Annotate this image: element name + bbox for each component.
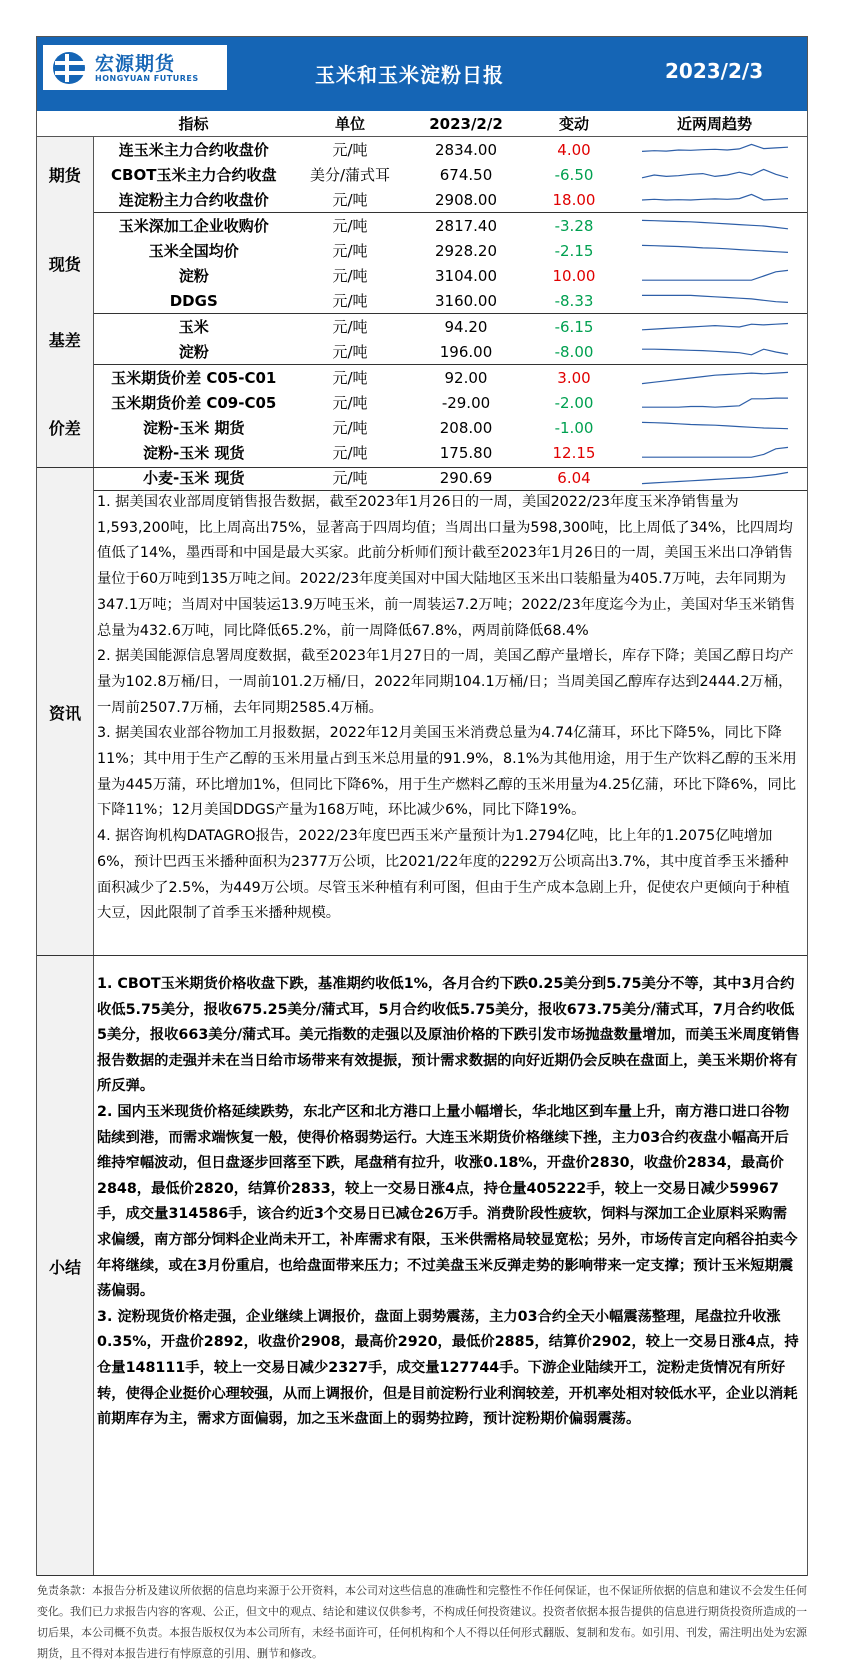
indicator-table (37, 111, 807, 491)
group-label: 价差 (37, 365, 93, 491)
indicator-cell: 玉米期货价差 C05-C01 (111, 369, 277, 387)
sparkline-chart (640, 369, 790, 387)
news-body (97, 490, 801, 927)
disclaimer-text: 免责条款：本报告分析及建议所依据的信息均来源于公开资料，本公司对这些信息的准确性和完整性不作任何保证，也不保证所依据的信息和建议不会发生任何变化。我们已力求报告内容的客观、公正，但文中的观点、结论和建议仅供参考，不构成任何投资建议。投资者依据本报告提供的信息进行期货投资所造成的一切后果，本公司概不负责。本报告版权仅为本公司所有，未经书面许可，任何机构和个人不得以任何形式翻版、复制和发布。如引用、刊发，需注明出处为宏源期货，且不得对本报告进行有悖原意的引用、删节和修改。 (37, 1575, 807, 1664)
trend-sparkline (622, 213, 807, 239)
change-cell: 3.00 (557, 368, 591, 387)
table-row (37, 415, 807, 440)
change-cell: -8.00 (526, 339, 622, 365)
indicator-cell: 淀粉 (178, 267, 209, 285)
indicator-cell: 淀粉-玉米 现货 (143, 444, 245, 462)
group-label: 期货 (37, 137, 93, 213)
sparkline-line (642, 295, 788, 302)
value-cell: -29.00 (441, 393, 491, 412)
trend-sparkline (622, 365, 807, 391)
sparkline-line (642, 169, 788, 177)
value-cell: 2817.40 (434, 216, 498, 235)
table-row (37, 440, 807, 465)
company-logo (43, 45, 227, 90)
indicator-cell: DDGS (93, 288, 294, 314)
report-date: 2023/2/3 (665, 59, 764, 83)
table-row (37, 238, 807, 263)
sparkline-chart (640, 242, 790, 260)
trend-sparkline (622, 314, 807, 340)
sparkline-chart (640, 419, 790, 437)
news-section (37, 467, 807, 956)
change-cell: -2.00 (554, 393, 594, 412)
value-cell: 2928.20 (434, 241, 498, 260)
news-label: 资讯 (37, 468, 94, 956)
table-row (37, 390, 807, 415)
sparkline-chart (640, 343, 790, 361)
indicator-cell: 玉米深加工企业收购价 (118, 217, 269, 235)
unit-cell: 元/吨 (332, 369, 368, 387)
table-header-row (37, 111, 807, 137)
summary-paragraph-1: 1. CBOT玉米期货价格收盘下跌，基准期约收低1%，各月合约下跌0.25美分到5.75美分不等，其中3月合约收低5.75美分，报收675.25美分/蒲式耳，5月合约收低5.75美分，报收673.75美分/蒲式耳，7月合约收低5美分，报收663美分/蒲式耳。美元指数的走强以及原油价格的下跌引发市场抛盘数量增加，而美玉米周度销售报告数据的走强并未在当日给市场带来有效提振，预计需求数据的向好近期仍会反映在盘面上，美玉米期价将有所反弹。 (97, 976, 800, 1095)
table-row (37, 187, 807, 213)
news-paragraph-2: 2. 据美国能源信息署周度数据，截至2023年1月27日的一周，美国乙醇产量增长，库存下降；美国乙醇日均产量为102.8万桶/日，一周前101.2万桶/日，2022年同期104.1万桶/日；当周美国乙醇库存达到2444.2万桶，一周前2507.7万桶，去年同期2585.4万桶。 (97, 648, 794, 716)
value-cell: 208.00 (439, 418, 493, 437)
value-cell: 175.80 (439, 443, 493, 462)
change-cell: -1.00 (554, 418, 594, 437)
group-label: 基差 (37, 314, 93, 365)
sparkline-chart (640, 444, 790, 462)
value-cell: 94.20 (444, 317, 488, 336)
trend-sparkline (622, 187, 807, 213)
sparkline-chart (640, 166, 790, 184)
table-row (37, 314, 807, 340)
table-row (37, 288, 807, 314)
sparkline-line (642, 349, 788, 355)
news-paragraph-1: 1. 据美国农业部周度销售报告数据，截至2023年1月26日的一周，美国2022/23年度玉米净销售量为1,593,200吨，比上周高出75%，显著高于四周均值；当周出口量为598,300吨，比上周低了34%，比四周均值低了14%，墨西哥和中国是最大买家。此前分析师们预计截至2023年1月26日的一周，美国玉米出口净销售量位于60万吨到135万吨之间。2022/23年度美国对中国大陆地区玉米出口装船量为405.7万吨，去年同期为347.1万吨；当周对中国装运13.9万吨玉米，前一周装运7.2万吨；2022/23年度迄今为止，美国对华玉米销售总量为432.6万吨，同比降低65.2%，前一周降低67.8%，两周前降低68.4% (97, 494, 796, 639)
header-change: 变动 (526, 111, 622, 137)
indicator-cell: 玉米期货价差 C09-C05 (111, 394, 277, 412)
news-paragraph-3: 3. 据美国农业部谷物加工月报数据，2022年12月美国玉米消费总量为4.74亿蒲耳，环比下降5%，同比下降11%；其中用于生产乙醇的玉米用量占到玉米总用量的91.9%，8.1%为其他用途，用于生产饮料乙醇的玉米用量为445万蒲，环比增加1%，但同比下降6%，用于生产燃料乙醇的玉米用量为4.25亿蒲，环比下降6%，同比下降11%；12月美国DDGS产量为168万吨，环比减少6%，同比下降19%。 (97, 725, 797, 819)
sparkline-chart (640, 191, 790, 209)
table-row (37, 339, 807, 365)
indicator-cell: 连玉米主力合约收盘价 (118, 141, 269, 159)
change-cell: 4.00 (557, 140, 591, 159)
indicator-cell: 连淀粉主力合约收盘价 (93, 187, 294, 213)
header-indicator: 指标 (93, 111, 294, 137)
sparkline-line (642, 323, 788, 329)
indicator-cell: 小麦-玉米 现货 (93, 465, 294, 491)
trend-sparkline (622, 390, 807, 415)
sparkline-line (642, 245, 788, 252)
unit-cell: 美分/蒲式耳 (309, 166, 391, 184)
logo-english-name: HONGYUAN FUTURES (95, 74, 199, 83)
group-label: 现货 (37, 213, 93, 314)
unit-cell: 元/吨 (294, 339, 406, 365)
unit-cell: 元/吨 (294, 187, 406, 213)
sparkline-chart (640, 141, 790, 159)
header-unit: 单位 (294, 111, 406, 137)
unit-cell: 元/吨 (332, 444, 368, 462)
summary-section (37, 955, 807, 1576)
summary-label: 小结 (37, 956, 94, 1576)
sparkline-line (642, 144, 788, 151)
trend-sparkline (622, 440, 807, 465)
report-header (37, 37, 807, 111)
header-trend: 近两周趋势 (622, 111, 807, 137)
sparkline-line (642, 447, 788, 457)
change-cell: 6.04 (526, 465, 622, 491)
unit-cell: 元/吨 (332, 141, 368, 159)
table-row (37, 263, 807, 288)
table-row (37, 162, 807, 187)
sparkline-chart (640, 318, 790, 336)
unit-cell: 元/吨 (332, 394, 368, 412)
logo-chinese-name: 宏源期货 (95, 53, 176, 75)
unit-cell: 元/吨 (332, 217, 368, 235)
sparkline-line (642, 398, 788, 407)
header-blank (37, 111, 93, 137)
value-cell: 674.50 (439, 165, 493, 184)
trend-sparkline (622, 162, 807, 187)
trend-sparkline (622, 238, 807, 263)
indicator-cell: 淀粉 (93, 339, 294, 365)
indicator-cell: CBOT玉米主力合约收盘 (111, 166, 277, 184)
summary-paragraph-3: 3. 淀粉现货价格走强，企业继续上调报价，盘面上弱势震荡，主力03合约全天小幅震荡整理，尾盘拉升收涨0.35%，开盘价2892，收盘价2908，最高价2920，最低价2885，结算价2902，较上一交易日涨4点，持仓量148111手，较上一交易日减少2327手，成交量127744手。下游企业陆续开工，淀粉走货情况有所好转，使得企业挺价心理较强，从而上调报价，但是目前淀粉行业利润较差，开机率处相对较低水平，企业以消耗前期库存为主，需求方面偏弱，加之玉米盘面上的弱势拉跨，预计淀粉期价偏弱震荡。 (97, 1308, 799, 1428)
trend-sparkline (622, 137, 807, 163)
unit-cell: 元/吨 (332, 318, 368, 336)
change-cell: -6.50 (554, 165, 594, 184)
change-cell: -6.15 (554, 317, 594, 336)
value-cell: 290.69 (406, 465, 526, 491)
hongyuan-logo-icon (51, 50, 91, 86)
sparkline-line (642, 372, 788, 383)
unit-cell: 元/吨 (332, 419, 368, 437)
change-cell: 10.00 (552, 266, 596, 285)
unit-cell: 元/吨 (332, 242, 368, 260)
trend-sparkline (622, 415, 807, 440)
value-cell: 92.00 (444, 368, 488, 387)
header-date: 2023/2/2 (406, 111, 526, 137)
value-cell: 3160.00 (406, 288, 526, 314)
value-cell: 196.00 (406, 339, 526, 365)
sparkline-chart (640, 217, 790, 235)
trend-sparkline (622, 263, 807, 288)
table-row (37, 213, 807, 239)
trend-sparkline (622, 339, 807, 365)
value-cell: 3104.00 (434, 266, 498, 285)
table-row (37, 365, 807, 391)
change-cell: -8.33 (526, 288, 622, 314)
sparkline-line (642, 270, 788, 280)
sparkline-chart (640, 394, 790, 412)
sparkline-chart (640, 292, 790, 310)
value-cell: 2908.00 (406, 187, 526, 213)
change-cell: 12.15 (552, 443, 596, 462)
news-paragraph-4: 4. 据咨询机构DATAGRO报告，2022/23年度巴西玉米产量预计为1.2794亿吨，比上年的1.2075亿吨增加6%，预计巴西玉米播种面积为2377万公顷，比2021/22年度的2292万公顷高出3.7%，其中度首季玉米播种面积减少了2.5%，为449万公顷。尽管玉米种植有利可图，但由于生产成本急剧上升，促使农户更倾向于种植大豆，因此限制了首季玉米播种规模。 (97, 828, 790, 922)
change-cell: -2.15 (554, 241, 594, 260)
unit-cell: 元/吨 (294, 288, 406, 314)
table-row (37, 137, 807, 163)
change-cell: -3.28 (554, 216, 594, 235)
sparkline-chart (640, 267, 790, 285)
summary-paragraph-2: 2. 国内玉米现货价格延续跌势，东北产区和北方港口上量小幅增长，华北地区到车量上升，南方港口进口谷物陆续到港，而需求端恢复一般，使得价格弱势运行。大连玉米期货价格继续下挫，主力03合约夜盘小幅高开后维持窄幅波动，但日盘逐步回落至下跌，尾盘稍有拉升，收涨0.18%，开盘价2830，收盘价2834，最高价2848，最低价2820，结算价2833，较上一交易日涨4点，持仓量405222手，较上一交易日减少59967手，成交量314586手，该合约近3个交易日已减仓26万手。消费阶段性疲软，饲料与深加工企业原料采购需求偏缓，南方部分饲料企业尚未开工，补库需求有限，玉米供需格局较显宽松；另外，市场传言定向稻谷拍卖今年将继续，或在3月份重启，也给盘面带来压力；不过美盘玉米反弹走势的影响带来一定支撑；预计玉米短期震荡偏弱。 (97, 1103, 798, 1300)
indicator-cell: 玉米全国均价 (148, 242, 239, 260)
trend-sparkline (622, 288, 807, 314)
report-title: 玉米和玉米淀粉日报 (315, 63, 504, 87)
change-cell: 18.00 (526, 187, 622, 213)
sparkline-line (642, 194, 788, 200)
sparkline-line (642, 220, 788, 228)
unit-cell: 元/吨 (332, 267, 368, 285)
sparkline-line (642, 422, 788, 428)
unit-cell: 元/吨 (294, 465, 406, 491)
indicator-cell: 淀粉-玉米 期货 (143, 419, 245, 437)
summary-body (97, 972, 801, 1433)
value-cell: 2834.00 (434, 140, 498, 159)
indicator-cell: 玉米 (178, 318, 209, 336)
